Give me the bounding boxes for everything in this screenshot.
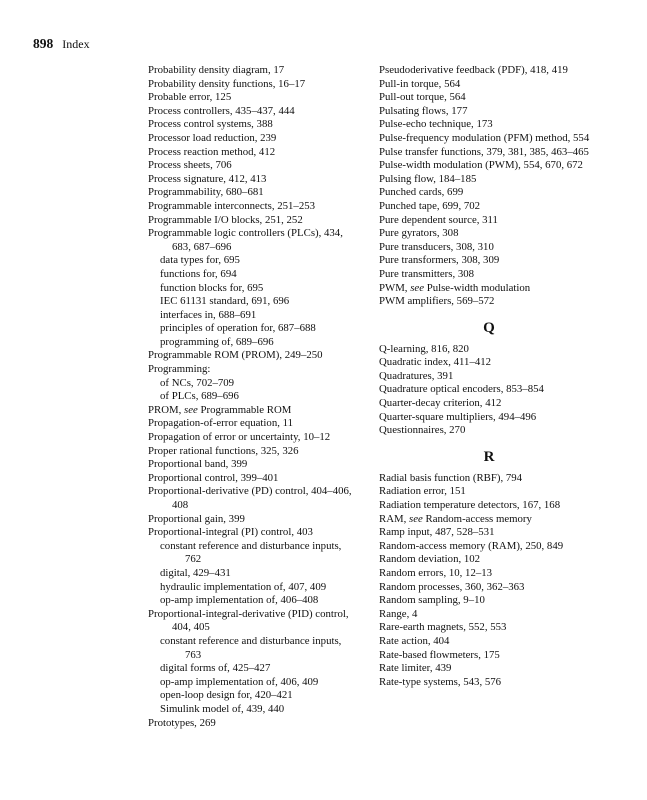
section-title: Index [62, 37, 90, 51]
index-subentry: op-amp implementation of, 406–408 [160, 594, 319, 607]
index-subentry: op-amp implementation of, 406, 409 [160, 675, 319, 688]
index-entry: Pure transmitters, 308 [379, 267, 475, 280]
index-entry: Pulsing flow, 184–185 [379, 172, 477, 185]
index-entry: Quarter-square multipliers, 494–496 [379, 410, 537, 423]
index-entry: Propagation of error or uncertainty, 10–12 [148, 431, 331, 444]
index-entry: Rate-type systems, 543, 576 [379, 675, 502, 688]
index-entry: Proportional control, 399–401 [148, 471, 279, 484]
index-subentry: Simulink model of, 439, 440 [160, 702, 285, 715]
index-entry: Rare-earth magnets, 552, 553 [379, 621, 507, 634]
index-entry: Punched cards, 699 [379, 186, 464, 199]
index-entry: Pseudoderivative feedback (PDF), 418, 419 [379, 64, 568, 76]
index-entry: Pulsating flows, 177 [379, 104, 468, 117]
index-entry: Random deviation, 102 [379, 553, 481, 566]
index-entry: Pull-out torque, 564 [379, 91, 466, 104]
index-entry: Pure transducers, 308, 310 [379, 240, 494, 253]
index-entry: Range, 4 [379, 607, 418, 620]
index-entry: Proportional gain, 399 [148, 512, 245, 525]
index-subentry: programming of, 689–696 [160, 335, 274, 348]
index-entry: Rate-based flowmeters, 175 [379, 648, 500, 661]
index-entry: Rate limiter, 439 [379, 662, 452, 675]
index-subentry: principles of operation for, 687–688 [160, 322, 316, 335]
index-entry: Programmable I/O blocks, 251, 252 [148, 213, 303, 226]
index-entry: RAM, see Random-access memory [379, 512, 532, 525]
index-entry: Processor load reduction, 239 [148, 131, 277, 144]
index-subentry: of PLCs, 689–696 [160, 390, 239, 403]
index-entry: Pulse-frequency modulation (PFM) method, 554 [379, 131, 590, 144]
index-entry: Prototypes, 269 [148, 716, 216, 729]
page-header [33, 36, 90, 52]
index-entry: PROM, see Programmable ROM [148, 403, 292, 416]
index-entry: Rate action, 404 [379, 634, 450, 647]
index-subentry: constant reference and disturbance inputs, 762 [160, 539, 342, 566]
index-entry: Pure transformers, 308, 309 [379, 254, 500, 267]
index-entry: Process reaction method, 412 [148, 145, 276, 158]
index-subentry: function blocks for, 695 [160, 281, 264, 294]
index-entry: Pulse-echo technique, 173 [379, 118, 493, 131]
index-entry: Proper rational functions, 325, 326 [148, 444, 299, 457]
index-entry: Proportional-integral (PI) control, 403 [148, 526, 313, 539]
index-entry: Random-access memory (RAM), 250, 849 [379, 539, 564, 552]
index-entry: Programming: [148, 363, 211, 376]
index-entry: Radiation temperature detectors, 167, 168 [379, 499, 561, 512]
index-subentry: digital forms of, 425–427 [160, 662, 271, 675]
index-entry: Process signature, 412, 413 [148, 172, 267, 185]
index-entry: Programmable interconnects, 251–253 [148, 199, 316, 212]
index-entry: Pure dependent source, 311 [379, 213, 498, 226]
index-entry: Proportional band, 399 [148, 458, 248, 471]
index-entry: Process control systems, 388 [148, 118, 273, 131]
index-entry: Pure gyrators, 308 [379, 227, 459, 240]
index-entry: Random processes, 360, 362–363 [379, 580, 525, 593]
index-entry: Programmability, 680–681 [148, 186, 264, 199]
index-column-left [148, 64, 360, 730]
index-entry: Pull-in torque, 564 [379, 77, 461, 90]
index-subentry: hydraulic implementation of, 407, 409 [160, 580, 327, 593]
index-entry: Questionnaires, 270 [379, 424, 466, 437]
index-entry: Probability density functions, 16–17 [148, 77, 306, 90]
index-entry: PWM, see Pulse-width modulation [379, 281, 531, 294]
index-entry: Quadratic index, 411–412 [379, 356, 492, 369]
index-entry: Proportional-integral-derivative (PID) control, 404, 405 [148, 607, 349, 634]
index-subentry: constant reference and disturbance inputs, 763 [160, 634, 342, 661]
index-subentry: data types for, 695 [160, 254, 240, 267]
index-entry: Programmable ROM (PROM), 249–250 [148, 349, 323, 362]
section-letter: R [483, 448, 495, 465]
index-entry: Proportional-derivative (PD) control, 404–406, 408 [148, 485, 352, 511]
index-entry: Process sheets, 706 [148, 159, 232, 172]
index-entry: Quadratures, 391 [379, 369, 454, 382]
index-entry: Punched tape, 699, 702 [379, 199, 481, 212]
index-entry: Pulse-width modulation (PWM), 554, 670, 672 [379, 159, 583, 172]
index-entry: Probable error, 125 [148, 91, 232, 104]
page-number: 898 [33, 36, 54, 51]
index-entry: Random errors, 10, 12–13 [379, 567, 493, 579]
index-entry: Pulse transfer functions, 379, 381, 385, 463–465 [379, 145, 589, 158]
index-entry: Q-learning, 816, 820 [379, 342, 469, 355]
index-entry: Radial basis function (RBF), 794 [379, 471, 523, 484]
index-entry: Programmable logic controllers (PLCs), 434, 683, 687–696 [148, 227, 343, 253]
index-entry: Quarter-decay criterion, 412 [379, 397, 502, 410]
index-entry: Propagation-of-error equation, 11 [148, 417, 294, 430]
index-subentry: open-loop design for, 420–421 [160, 689, 293, 702]
index-subentry: of NCs, 702–709 [160, 376, 235, 389]
index-entry: Process controllers, 435–437, 444 [148, 104, 295, 117]
index-subentry: interfaces in, 688–691 [160, 308, 257, 321]
index-subentry: digital, 429–431 [160, 566, 231, 579]
index-subentry: functions for, 694 [160, 267, 237, 280]
index-entry: Random sampling, 9–10 [379, 594, 485, 607]
index-column-right [379, 64, 599, 689]
index-entry: Probability density diagram, 17 [148, 64, 285, 76]
index-entry: Radiation error, 151 [379, 485, 466, 498]
index-entry: Ramp input, 487, 528–531 [379, 526, 495, 539]
section-letter: Q [483, 319, 495, 336]
index-entry: Quadrature optical encoders, 853–854 [379, 383, 544, 396]
index-entry: PWM amplifiers, 569–572 [379, 295, 495, 308]
index-subentry: IEC 61131 standard, 691, 696 [160, 295, 290, 308]
